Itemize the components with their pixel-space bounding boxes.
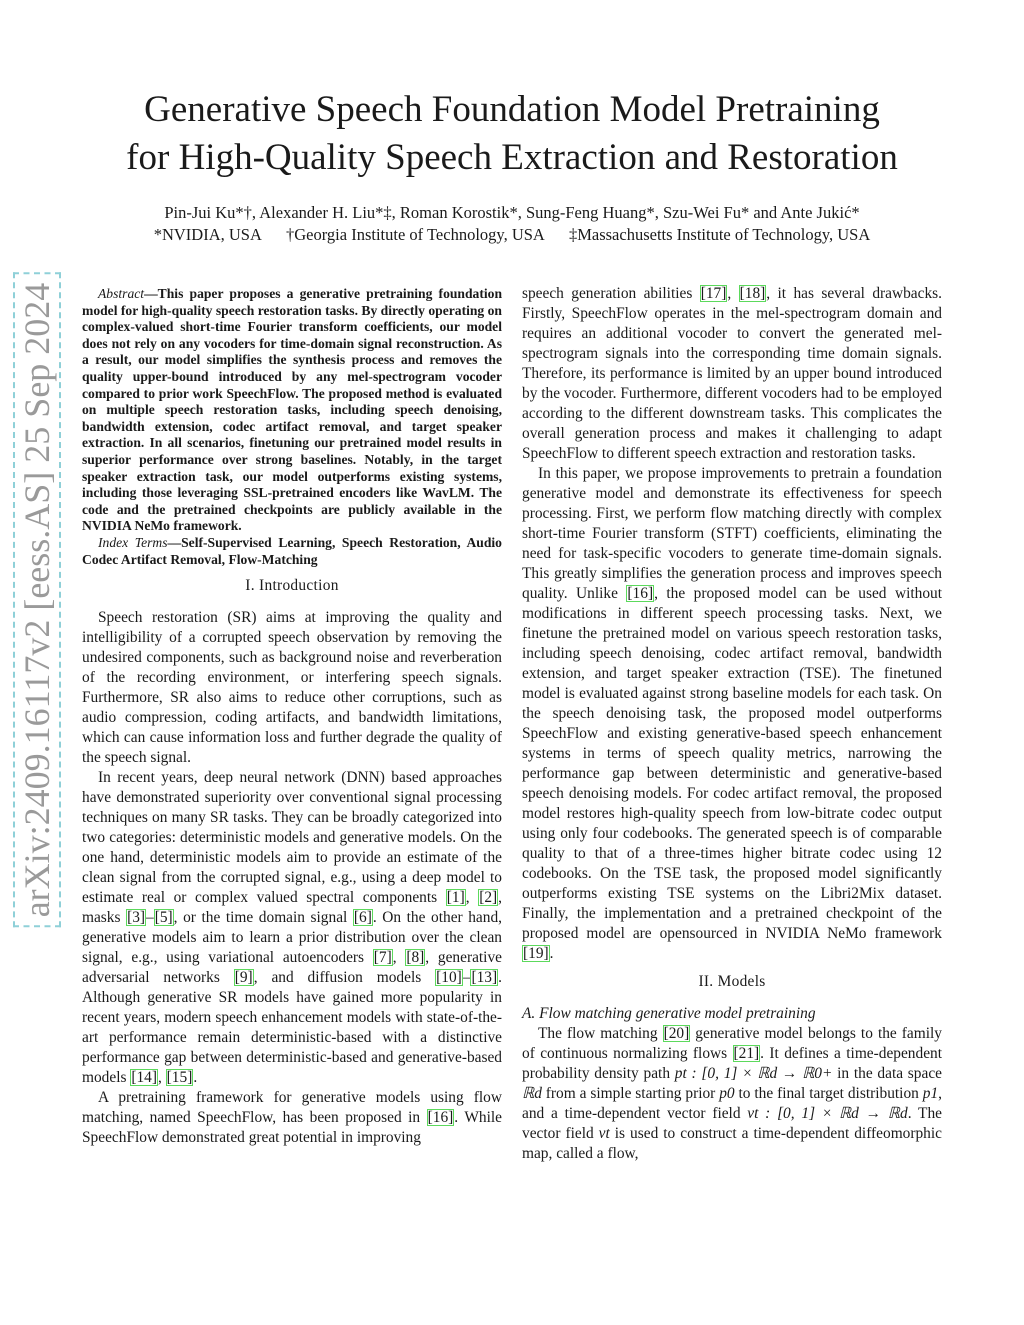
left-column — [82, 286, 502, 1148]
citation-20[interactable]: [20] — [663, 1025, 690, 1042]
citation-3[interactable]: [3] — [127, 909, 146, 927]
citation-7[interactable]: [7] — [373, 949, 392, 967]
affiliation-gatech: †Georgia Institute of Technology, USA — [286, 225, 545, 244]
section-heading-models: II. Models — [698, 973, 766, 990]
intro-paragraph-2: In recent years, deep neural network (DNN) based approaches have demonstrated superiority over conventional signal processing techniques on many SR tasks. They can be broadly categorized into two categories: deterministic models and generative models. On the one hand, deterministic models aim to provide an estimate of the clean signal from the corrupted signal, e.g., using a deep model to estimate real or complex valued spectral components [1], [2], masks [3]–[5], or the time domain signal [6]. On the other hand, generative models aim to learn a prior distribution over the clean signal, e.g., using variational autoencoders [7], [8], generative adversarial networks [9], and diffusion models [10]–[13]. Although generative SR models have gained more popularity in recent years, modern speech enhancement models with state-of-the-art performance remain deterministic-based with a distinctive performance gap between deterministic-based and generative-based models [14], [15]. — [82, 769, 502, 1087]
math-vector-field: vt : [0, 1] × ℝd → ℝd — [747, 1105, 908, 1122]
affiliation-list — [60, 223, 964, 247]
paper-title — [60, 86, 964, 182]
section-heading-introduction: I. Introduction — [245, 577, 339, 595]
math-target: p1 — [922, 1085, 939, 1102]
citation-8[interactable]: [8] — [406, 949, 425, 967]
affiliation-mit: ‡Massachusetts Institute of Technology, USA — [568, 225, 871, 244]
models-paragraph-1: The flow matching [20] generative model belongs to the family of continuous normalizing flows [21]. It defines a time-dependent probability density path pt : [0, 1] × ℝd → ℝ0+ in the data space ℝd from a simple starting prior p0 to the final target distribution p1, and a time-dependent vector field vt : [0, 1] × ℝd → ℝd. The vector field vt is used to construct a time-dependent diffeomorphic map, called a flow, — [522, 1025, 942, 1162]
citation-21[interactable]: [21] — [733, 1045, 760, 1062]
author-list: Pin-Jui Ku*†, Alexander H. Liu*‡, Roman Korostik*, Sung-Feng Huang*, Szu-Wei Fu* and Ante Jukić* — [164, 203, 860, 222]
index-terms-label: Index Terms — [98, 534, 168, 550]
citation-19[interactable]: [19] — [523, 945, 549, 962]
citation-16b[interactable]: [16] — [627, 585, 654, 602]
affiliation-nvidia: *NVIDIA, USA — [153, 225, 262, 244]
title-line-1: Generative Speech Foundation Model Pretraining — [144, 89, 880, 130]
abstract-text: —This paper proposes a generative pretraining foundation model for high-quality speech restoration tasks. By directly operating on complex-valued short-time Fourier transform coefficients, our model does not rely on any vocoders for time-domain signal reconstruction. As a result, our model simplifies the synthesis process and removes the quality upper-bound introduced by any mel-spectrogram vocoder compared to prior work SpeechFlow. The proposed method is evaluated on multiple speech restoration tasks, including speech denoising, bandwidth extension, codec artifact removal, and target speaker extraction. In all scenarios, finetuning our pretrained model results in superior performance over strong baselines. Notably, in the target speaker extraction task, our model outperforms existing systems, including those leveraging SSL-pretrained encoders like WavLM. The code and the pretrained checkpoints are publicly available in the NVIDIA NeMo framework. — [82, 286, 502, 534]
intro-paragraph-4: In this paper, we propose improvements to pretrain a foundation generative model and demonstrate its effectiveness for speech processing. First, we perform flow matching directly with complex short-time Fourier transform (STFT) coefficients, eliminating the need for task-specific vocoders to generate time-domain signals. This greatly simplifies the generation process and improves speech quality. Unlike [16], the proposed model can be used without modifications in different speech processing tasks. Next, we finetune the pretrained model on various speech restoration tasks, including speech denoising, codec artifact removal, bandwidth extension, and target speaker extraction (TSE). The finetuned model is evaluated against strong baseline models for each task. On the speech denoising task, the proposed model outperforms SpeechFlow and existing generative-based speech enhancement systems in terms of speech quality metrics, narrowing the performance gap between deterministic and generative-based speech denoising models. For codec artifact removal, the proposed model restores high-quality speech from low-bitrate codec output using only four codebooks. The generated speech is of comparable quality to that of a three-times higher bitrate codec using 12 codebooks. On the TSE task, the proposed model significantly outperforms existing TSE systems on the Libri2Mix dataset. Finally, the implementation and a pretrained checkpoint of the proposed model are opensourced in NVIDIA NeMo framework [19]. — [522, 465, 942, 962]
index-terms — [82, 535, 502, 568]
math-prior: p0 — [719, 1085, 735, 1102]
intro-paragraph-3: A pretraining framework for generative models using flow matching, named SpeechFlow, has been proposed in [16]. While SpeechFlow demonstrated great potential in improving — [82, 1089, 502, 1147]
citation-10[interactable]: [10] — [436, 969, 462, 987]
citation-17[interactable]: [17] — [700, 285, 727, 302]
citation-13[interactable]: [13] — [471, 969, 498, 987]
arxiv-sidebar — [12, 240, 62, 960]
title-line-2: for High-Quality Speech Extraction and Restoration — [126, 137, 898, 178]
citation-18[interactable]: [18] — [739, 285, 766, 302]
intro-paragraph-3-continued: speech generation abilities [17], [18], it has several drawbacks. Firstly, SpeechFlow operates in the mel-spectrogram domain and requires an additional vocoder to convert the generated mel-spectrogram signals into the corresponding time domain signals. Therefore, its performance is limited by an upper bound introduced by the vocoder. Furthermore, different vocoders had to be employed according to the different downstream tasks. This complicates the overall generation process and makes it challenging to adapt SpeechFlow to different speech extraction and restoration tasks. — [522, 285, 942, 462]
math-density-path: pt : [0, 1] × ℝd → ℝ0+ — [674, 1065, 833, 1082]
citation-5[interactable]: [5] — [154, 909, 173, 927]
subsection-heading-flow-matching: A. Flow matching generative model pretraining — [522, 1005, 816, 1022]
citation-15[interactable]: [15] — [166, 1069, 193, 1087]
arxiv-identifier: arXiv:2409.16117v2 [eess.AS] 25 Sep 2024 — [13, 273, 61, 928]
abstract-label: Abstract — [98, 286, 145, 301]
index-terms-text: —Self-Supervised Learning, Speech Restoration, Audio Codec Artifact Removal, Flow-Matching — [82, 534, 502, 567]
citation-14[interactable]: [14] — [131, 1069, 157, 1087]
math-data-space: ℝd — [522, 1085, 542, 1102]
right-column — [522, 284, 942, 1164]
citation-9[interactable]: [9] — [234, 969, 253, 987]
intro-paragraph-1: Speech restoration (SR) aims at improving the quality and intelligibility of a corrupted speech observation by removing the undesired components, such as background noise and reverberation of the recording environment, or interfering speech signals. Furthermore, SR also aims to reduce other corruptions, such as audio compression, coding artifacts, and bandwidth limitations, which can cause information loss and further degrade the quality of the speech signal. — [82, 609, 502, 767]
citation-2[interactable]: [2] — [479, 889, 498, 907]
citation-1[interactable]: [1] — [446, 889, 465, 907]
abstract — [82, 286, 502, 535]
math-vt: vt — [598, 1125, 610, 1142]
citation-6[interactable]: [6] — [353, 909, 372, 927]
citation-16[interactable]: [16] — [427, 1109, 454, 1127]
